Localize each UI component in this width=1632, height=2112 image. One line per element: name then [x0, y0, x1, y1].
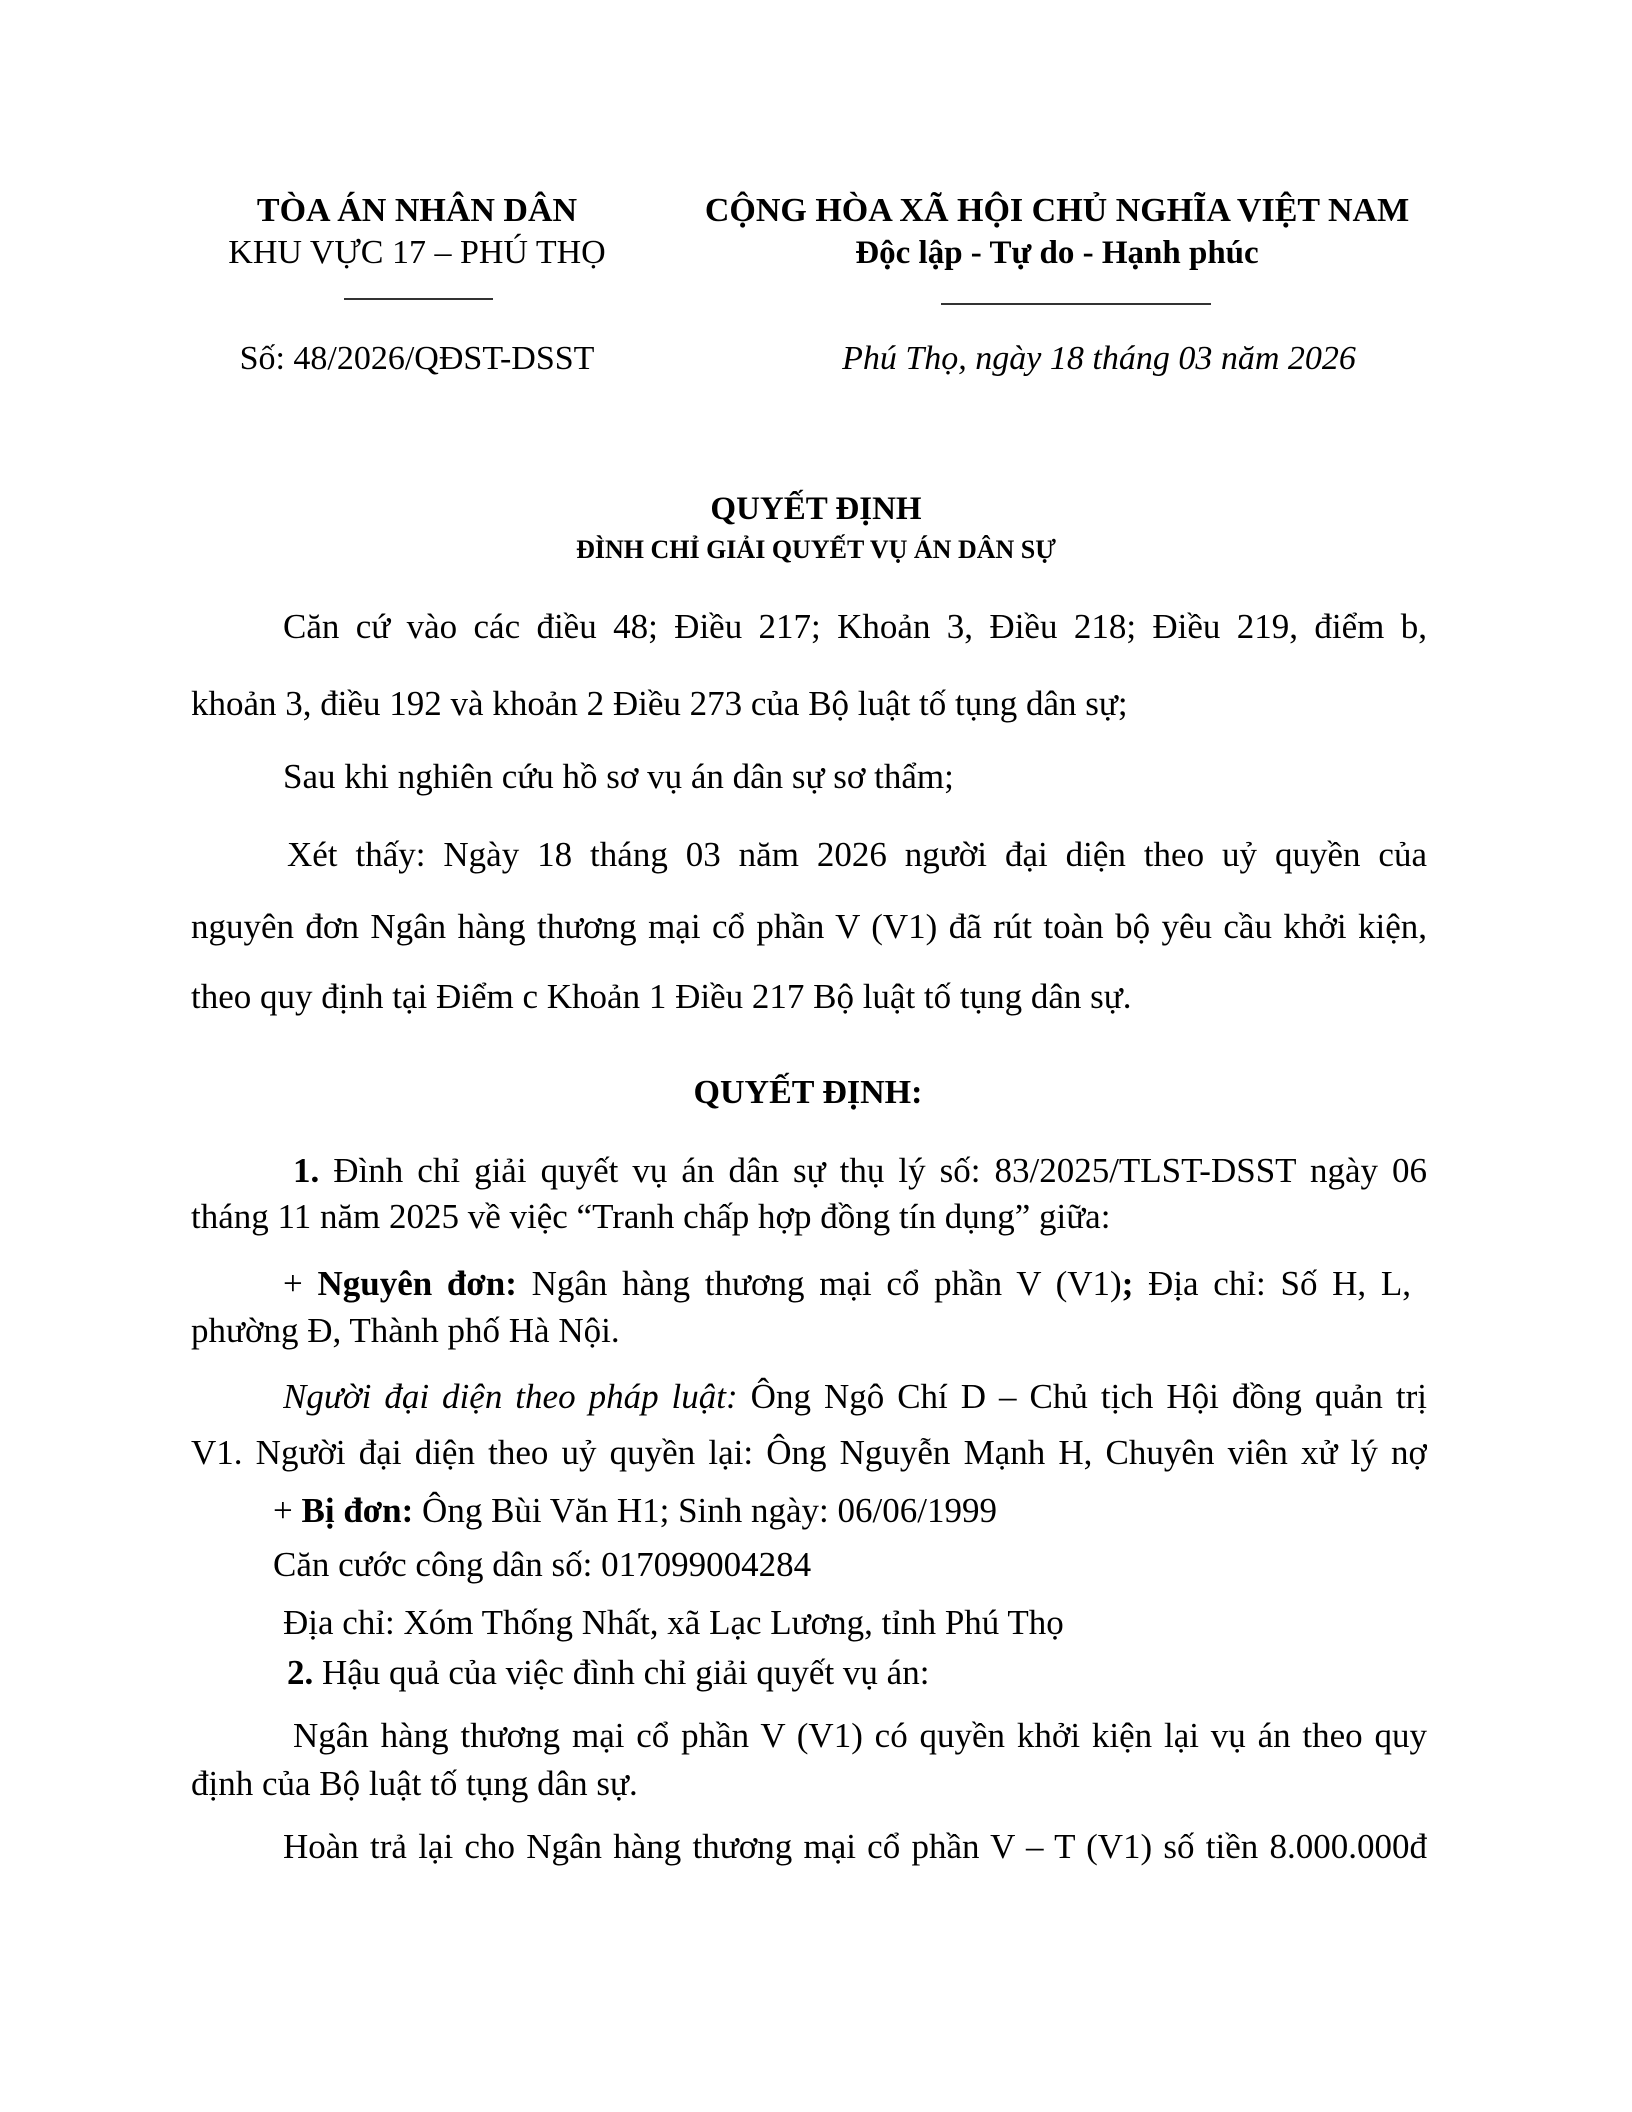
- item1-line: tháng 11 năm 2025 về việc “Tranh chấp hợp đồng tín dụng” giữa:: [191, 1197, 1111, 1236]
- preamble-line: Căn cứ vào các điều 48; Điều 217; Khoản 3, Điều 218; Điều 219, điểm b,: [283, 607, 1427, 646]
- representative-text: Ông Ngô Chí D – Chủ tịch Hội đồng quản trị: [737, 1377, 1427, 1416]
- item2-line: [287, 1653, 929, 1693]
- item2-line: định của Bộ luật tố tụng dân sự.: [191, 1764, 638, 1803]
- item-number: 1.: [293, 1151, 320, 1190]
- item1-line: [293, 1151, 1427, 1191]
- defendant-line: [273, 1491, 997, 1531]
- motto: Độc lập - Tự do - Hạnh phúc: [855, 235, 1259, 271]
- plaintiff-address: Địa chỉ: Số H, L,: [1133, 1264, 1411, 1303]
- plaintiff-label: Nguyên đơn:: [317, 1264, 517, 1303]
- plaintiff-line: [283, 1264, 1411, 1304]
- separator: ;: [1121, 1264, 1134, 1303]
- document-title: QUYẾT ĐỊNH: [710, 491, 922, 527]
- representative-line: [283, 1377, 1427, 1417]
- decision-heading: QUYẾT ĐỊNH:: [693, 1074, 923, 1111]
- preamble-line: Sau khi nghiên cứu hồ sơ vụ án dân sự sơ thẩm;: [283, 757, 954, 796]
- preamble-line: khoản 3, điều 192 và khoản 2 Điều 273 của Bộ luật tố tụng dân sự;: [191, 684, 1128, 723]
- place-date: Phú Thọ, ngày 18 tháng 03 năm 2026: [842, 340, 1356, 377]
- document-subtitle: ĐÌNH CHỈ GIẢI QUYẾT VỤ ÁN DÂN SỰ: [576, 535, 1056, 564]
- preamble-line: nguyên đơn Ngân hàng thương mại cổ phần V (V1) đã rút toàn bộ yêu cầu khởi kiện,: [191, 907, 1427, 946]
- divider-right: [941, 303, 1211, 305]
- plaintiff-name: Ngân hàng thương mại cổ phần V (V1): [516, 1264, 1122, 1303]
- divider-left: [344, 298, 493, 300]
- country-name: CỘNG HÒA XÃ HỘI CHỦ NGHĨA VIỆT NAM: [704, 192, 1410, 229]
- defendant-address: Địa chỉ: Xóm Thống Nhất, xã Lạc Lương, tỉnh Phú Thọ: [283, 1603, 1064, 1642]
- item2-line: Hoàn trả lại cho Ngân hàng thương mại cổ phần V – T (V1) số tiền 8.000.000đ: [283, 1827, 1427, 1866]
- defendant-id: Căn cước công dân số: 017099004284: [273, 1545, 812, 1584]
- plus-sign: +: [273, 1491, 302, 1530]
- preamble-line: theo quy định tại Điểm c Khoản 1 Điều 217 Bộ luật tố tụng dân sự.: [191, 977, 1132, 1016]
- item-number: 2.: [287, 1653, 314, 1692]
- plus-sign: +: [283, 1264, 318, 1303]
- representative-label: Người đại diện theo pháp luật:: [283, 1377, 738, 1416]
- item2-line: Ngân hàng thương mại cổ phần V (V1) có quyền khởi kiện lại vụ án theo quy: [293, 1716, 1427, 1755]
- item-text: Đình chỉ giải quyết vụ án dân sự thụ lý số: 83/2025/TLST-DSST ngày 06: [319, 1151, 1427, 1190]
- preamble-line: Xét thấy: Ngày 18 tháng 03 năm 2026 người đại diện theo uỷ quyền của: [287, 835, 1427, 874]
- item-text: Hậu quả của việc đình chỉ giải quyết vụ án:: [313, 1653, 930, 1692]
- court-area: KHU VỰC 17 – PHÚ THỌ: [228, 234, 606, 271]
- court-name: TÒA ÁN NHÂN DÂN: [256, 192, 578, 229]
- defendant-text: Ông Bùi Văn H1; Sinh ngày: 06/06/1999: [413, 1491, 997, 1530]
- defendant-label: Bị đơn:: [301, 1491, 414, 1530]
- plaintiff-line: phường Đ, Thành phố Hà Nội.: [191, 1311, 620, 1350]
- document-number: Số: 48/2026/QĐST-DSST: [239, 340, 595, 377]
- representative-line: V1. Người đại diện theo uỷ quyền lại: Ông Nguyễn Mạnh H, Chuyên viên xử lý nợ: [191, 1433, 1427, 1472]
